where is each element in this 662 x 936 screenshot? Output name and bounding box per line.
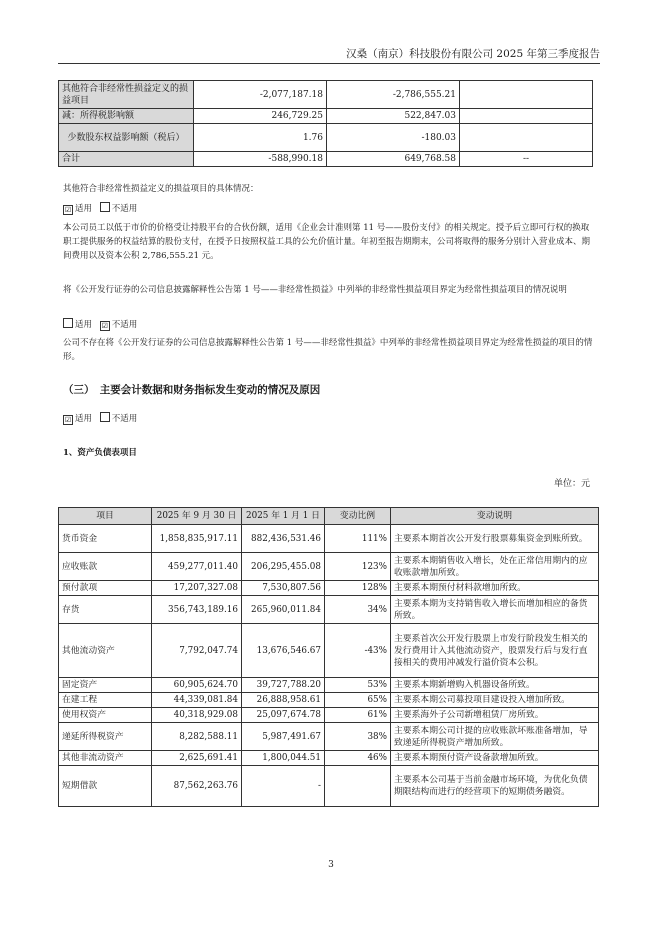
item-cell: 使用权资产	[59, 708, 152, 723]
item-cell: 货币资金	[59, 525, 152, 553]
paragraph-intro: 其他符合非经常性损益定义的损益项目的具体情况：	[63, 184, 259, 194]
table-row	[59, 751, 599, 766]
header-divider	[58, 63, 600, 64]
ratio-cell	[325, 766, 391, 807]
ratio-cell: -43%	[325, 624, 391, 678]
ratio-cell: 34%	[325, 596, 391, 624]
ratio-cell: 111%	[325, 525, 391, 553]
value-cell: 44,339,081.84	[152, 693, 242, 708]
checkbox-row-3	[63, 412, 593, 426]
cell-value: -2,786,555.21	[327, 81, 460, 109]
table-row	[59, 525, 599, 553]
table-row	[59, 723, 599, 751]
row-label: 减：所得税影响额	[59, 109, 194, 124]
row-label: 少数股东权益影响额（税后）	[59, 124, 194, 152]
paragraph-no-reclassification: 公司不存在将《公开发行证券的公司信息披露解释性公告第 1 号——非经常性损益》中列举的非经常性损益项目界定为经常性损益的项目的情形。	[63, 338, 593, 362]
checkbox-row-2	[63, 318, 593, 332]
item-cell: 其他非流动资产	[59, 751, 152, 766]
cell-value	[460, 109, 593, 124]
value-cell: 2,625,691.41	[152, 751, 242, 766]
item-cell: 其他流动资产	[59, 624, 152, 678]
note-cell: 主要系本期为支持销售收入增长而增加相应的备货所致。	[391, 596, 599, 624]
checkbox-label: 不适用	[111, 204, 138, 214]
column-header: 项目	[59, 508, 152, 525]
value-cell: 206,295,455.08	[242, 553, 325, 581]
non-recurring-table	[58, 80, 593, 167]
table-row	[59, 708, 599, 723]
cell-value: -2,077,187.18	[194, 81, 327, 109]
section-title: （三） 主要会计数据和财务指标发生变动的情况及原因	[63, 384, 321, 396]
row-label: 合计	[59, 152, 194, 167]
cell-value	[460, 81, 593, 109]
column-header: 变动说明	[391, 508, 599, 525]
cell-value: --	[460, 152, 593, 167]
item-cell: 固定资产	[59, 678, 152, 693]
value-cell: 459,277,011.40	[152, 553, 242, 581]
table-header-row	[59, 508, 599, 525]
ratio-cell: 38%	[325, 723, 391, 751]
table-row	[59, 678, 599, 693]
value-cell: 60,905,624.70	[152, 678, 242, 693]
item-cell: 短期借款	[59, 766, 152, 807]
table-row	[59, 553, 599, 581]
value-cell: -	[242, 766, 325, 807]
cell-value: 649,768.58	[327, 152, 460, 167]
page-number: 3	[328, 860, 334, 870]
table-row	[59, 152, 593, 167]
value-cell: 356,743,189.16	[152, 596, 242, 624]
item-cell: 在建工程	[59, 693, 152, 708]
value-cell: 87,562,263.76	[152, 766, 242, 807]
column-header: 变动比例	[325, 508, 391, 525]
note-cell: 主要系本期预付资产设备款增加所致。	[391, 751, 599, 766]
column-header: 2025 年 1 月 1 日	[242, 508, 325, 525]
note-cell: 主要系本期首次公开发行股票募集资金到账所致。	[391, 525, 599, 553]
cell-value: -180.03	[327, 124, 460, 152]
note-cell: 主要系本期销售收入增长，处在正常信用期内的应收账款增加所致。	[391, 553, 599, 581]
value-cell: 13,676,546.67	[242, 624, 325, 678]
value-cell: 882,436,531.46	[242, 525, 325, 553]
item-cell: 递延所得税资产	[59, 723, 152, 751]
note-cell: 主要系海外子公司新增租赁厂房所致。	[391, 708, 599, 723]
checkbox-unchecked[interactable]	[100, 412, 110, 422]
checkbox-checked[interactable]: ☑	[101, 322, 108, 330]
item-cell: 预付款项	[59, 581, 152, 596]
note-cell: 主要系首次公开发行股票上市发行阶段发生相关的发行费用计入其他流动资产，股票发行后与发行直接相关的费用冲减发行溢价资本公积。	[391, 624, 599, 678]
cell-value	[460, 124, 593, 152]
table-row	[59, 109, 593, 124]
ratio-cell: 123%	[325, 553, 391, 581]
column-header: 2025 年 9 月 30 日	[152, 508, 242, 525]
checkbox-label: 适用	[75, 320, 93, 330]
note-cell: 主要系本公司基于当前金融市场环境，为优化负债期限结构而进行的经营项下的短期债务融资。	[391, 766, 599, 807]
table-row	[59, 81, 593, 109]
note-cell: 主要系本期公司计提的应收账款坏账准备增加，导致递延所得税资产增加所致。	[391, 723, 599, 751]
ratio-cell: 61%	[325, 708, 391, 723]
cell-value: 522,847.03	[327, 109, 460, 124]
value-cell: 39,727,788.20	[242, 678, 325, 693]
ratio-cell: 65%	[325, 693, 391, 708]
table-row	[59, 693, 599, 708]
paragraph-share-payment: 本公司员工以低于市价的价格受让持股平台的合伙份额，适用《企业会计准则第 11 号——股份支付》的相关规定。授予后立即可行权的换取职工提供服务的权益结算的股份支付，在授予日按照权益工具的公允价值计量。年初至报告期期末，公司将取得的服务分别计入营业成本、期间费用以及资本公积 2,786,555.21 元。	[63, 223, 591, 261]
value-cell: 7,792,047.74	[152, 624, 242, 678]
value-cell: 1,800,044.51	[242, 751, 325, 766]
value-cell: 8,282,588.11	[152, 723, 242, 751]
checkbox-row-1	[63, 202, 593, 216]
value-cell: 26,888,958.61	[242, 693, 325, 708]
value-cell: 40,318,929.08	[152, 708, 242, 723]
item-cell: 应收账款	[59, 553, 152, 581]
ratio-cell: 46%	[325, 751, 391, 766]
value-cell: 7,530,807.56	[242, 581, 325, 596]
subsection-title: 1、资产负债表项目	[63, 448, 137, 458]
value-cell: 1,858,835,917.11	[152, 525, 242, 553]
table-row	[59, 766, 599, 807]
value-cell: 265,960,011.84	[242, 596, 325, 624]
checkbox-unchecked[interactable]	[100, 202, 110, 212]
value-cell: 5,987,491.67	[242, 723, 325, 751]
checkbox-checked[interactable]: ☑	[64, 206, 72, 214]
checkbox-unchecked[interactable]	[63, 318, 73, 328]
page-header: 汉桑（南京）科技股份有限公司 2025 年第三季度报告	[346, 48, 600, 60]
checkbox-label: 适用	[75, 204, 93, 214]
checkbox-label: 适用	[75, 414, 93, 424]
cell-value: 1.76	[194, 124, 327, 152]
table-row	[59, 581, 599, 596]
ratio-cell: 53%	[325, 678, 391, 693]
table-row	[59, 624, 599, 678]
checkbox-checked[interactable]: ☑	[64, 416, 72, 424]
cell-value: 246,729.25	[194, 109, 327, 124]
note-cell: 主要系本期预付材料款增加所致。	[391, 581, 599, 596]
ratio-cell: 128%	[325, 581, 391, 596]
note-cell: 主要系本期新增购入机器设备所致。	[391, 678, 599, 693]
item-cell: 存货	[59, 596, 152, 624]
checkbox-label: 不适用	[111, 414, 138, 424]
unit-label: 单位：元	[553, 479, 590, 489]
table-row	[59, 596, 599, 624]
note-cell: 主要系本期公司募投项目建设投入增加所致。	[391, 693, 599, 708]
value-cell: 17,207,327.08	[152, 581, 242, 596]
balance-sheet-table	[58, 507, 599, 807]
paragraph-classification: 将《公开发行证券的公司信息披露解释性公告第 1 号——非经常性损益》中列举的非经常性损益项目界定为经常性损益项目的情况说明	[63, 285, 567, 295]
table-row	[59, 124, 593, 152]
row-label: 其他符合非经常性损益定义的损益项目	[59, 81, 194, 109]
checkbox-label: 不适用	[111, 320, 138, 330]
value-cell: 25,097,674.78	[242, 708, 325, 723]
cell-value: -588,990.18	[194, 152, 327, 167]
